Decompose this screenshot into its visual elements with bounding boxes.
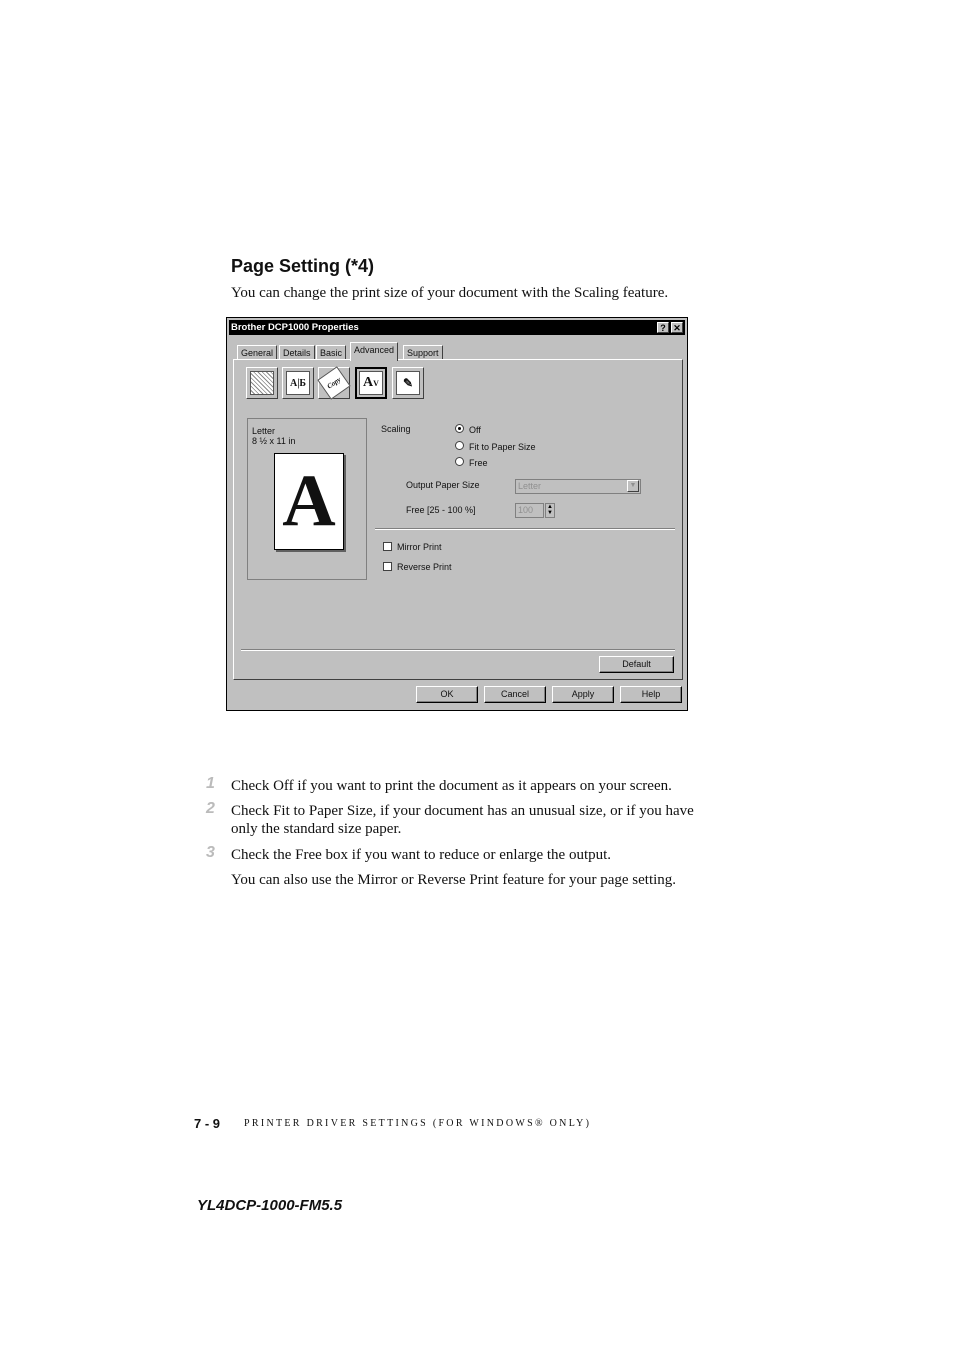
document-id: YL4DCP-1000-FM5.5 <box>197 1197 343 1214</box>
footer-text: PRINTER DRIVER SETTINGS (FOR WINDOWS® ONLY) <box>244 1118 592 1129</box>
radio-fit-label: Fit to Paper Size <box>469 442 536 452</box>
help-title-button[interactable]: ? <box>657 322 669 333</box>
reverse-print-checkbox[interactable] <box>383 562 392 571</box>
output-paper-size-value: Letter <box>518 481 542 491</box>
ok-button[interactable]: OK <box>416 686 478 703</box>
radio-fit-to-paper[interactable] <box>455 441 464 450</box>
properties-dialog <box>226 317 688 711</box>
radio-free-label: Free <box>469 458 488 468</box>
preview-paper-size: 8 ½ x 11 in <box>252 436 296 446</box>
step-number-2: 2 <box>206 800 215 817</box>
step-number-1: 1 <box>206 775 215 792</box>
free-percent-label: Free [25 - 100 %] <box>406 505 476 515</box>
step-text-1: Check Off if you want to print the document as it appears on your screen. <box>231 778 672 794</box>
preview-paper-name: Letter <box>252 426 276 436</box>
intro-text: You can change the print size of your document with the Scaling feature. <box>231 285 669 301</box>
quality-icon <box>250 371 274 395</box>
close-button[interactable]: ✕ <box>671 322 683 333</box>
quality-icon-button[interactable] <box>246 367 278 399</box>
duplex-icon: A|Б <box>286 371 310 395</box>
device-options-icon: ✎ <box>396 371 420 395</box>
preview-paper: A <box>274 453 344 550</box>
output-paper-size-label: Output Paper Size <box>406 480 480 490</box>
watermark-icon: Copy <box>317 366 350 399</box>
note-text: You can also use the Mirror or Reverse Print feature for your page setting. <box>231 872 677 888</box>
tab-general[interactable]: General <box>237 345 277 360</box>
divider-bottom <box>241 649 675 651</box>
title-bar <box>229 320 685 335</box>
device-options-icon-button[interactable] <box>392 367 424 399</box>
tab-details[interactable]: Details <box>279 345 315 360</box>
chevron-down-icon: ▼ <box>627 480 639 492</box>
spin-arrows-icon[interactable]: ▲ ▼ <box>545 503 555 518</box>
page-title: Page Setting (*4) <box>231 256 375 276</box>
radio-free[interactable] <box>455 457 464 466</box>
tab-support[interactable]: Support <box>403 345 443 360</box>
radio-off[interactable] <box>455 424 464 433</box>
free-percent-value: 100 <box>518 505 534 515</box>
radio-off-label: Off <box>469 425 481 435</box>
step-text-3: Check the Free box if you want to reduce or enlarge the output. <box>231 847 612 863</box>
step-text-2: Check Fit to Paper Size, if your document has an unusual size, or if you have only the standard size paper. <box>231 803 694 837</box>
page-preview <box>247 418 367 580</box>
default-button[interactable]: Default <box>599 656 674 673</box>
tab-basic[interactable]: Basic <box>316 345 346 360</box>
page-setting-icon: A V <box>359 371 383 395</box>
apply-button[interactable]: Apply <box>552 686 614 703</box>
free-percent-input[interactable] <box>515 503 544 518</box>
cancel-button[interactable]: Cancel <box>484 686 546 703</box>
tab-advanced[interactable]: Advanced <box>350 342 398 361</box>
help-button[interactable]: Help <box>620 686 682 703</box>
watermark-icon-button[interactable] <box>318 367 350 399</box>
mirror-print-label: Mirror Print <box>397 542 442 552</box>
reverse-print-label: Reverse Print <box>397 562 452 572</box>
duplex-icon-button[interactable] <box>282 367 314 399</box>
page-setting-icon-button[interactable] <box>355 367 387 399</box>
divider <box>375 528 675 530</box>
scaling-label: Scaling <box>381 424 411 434</box>
dialog-title: Brother DCP1000 Properties <box>231 322 359 333</box>
mirror-print-checkbox[interactable] <box>383 542 392 551</box>
page-number: 7 - 9 <box>194 1116 221 1131</box>
step-number-3: 3 <box>206 844 215 861</box>
output-paper-size-select[interactable] <box>515 479 641 494</box>
